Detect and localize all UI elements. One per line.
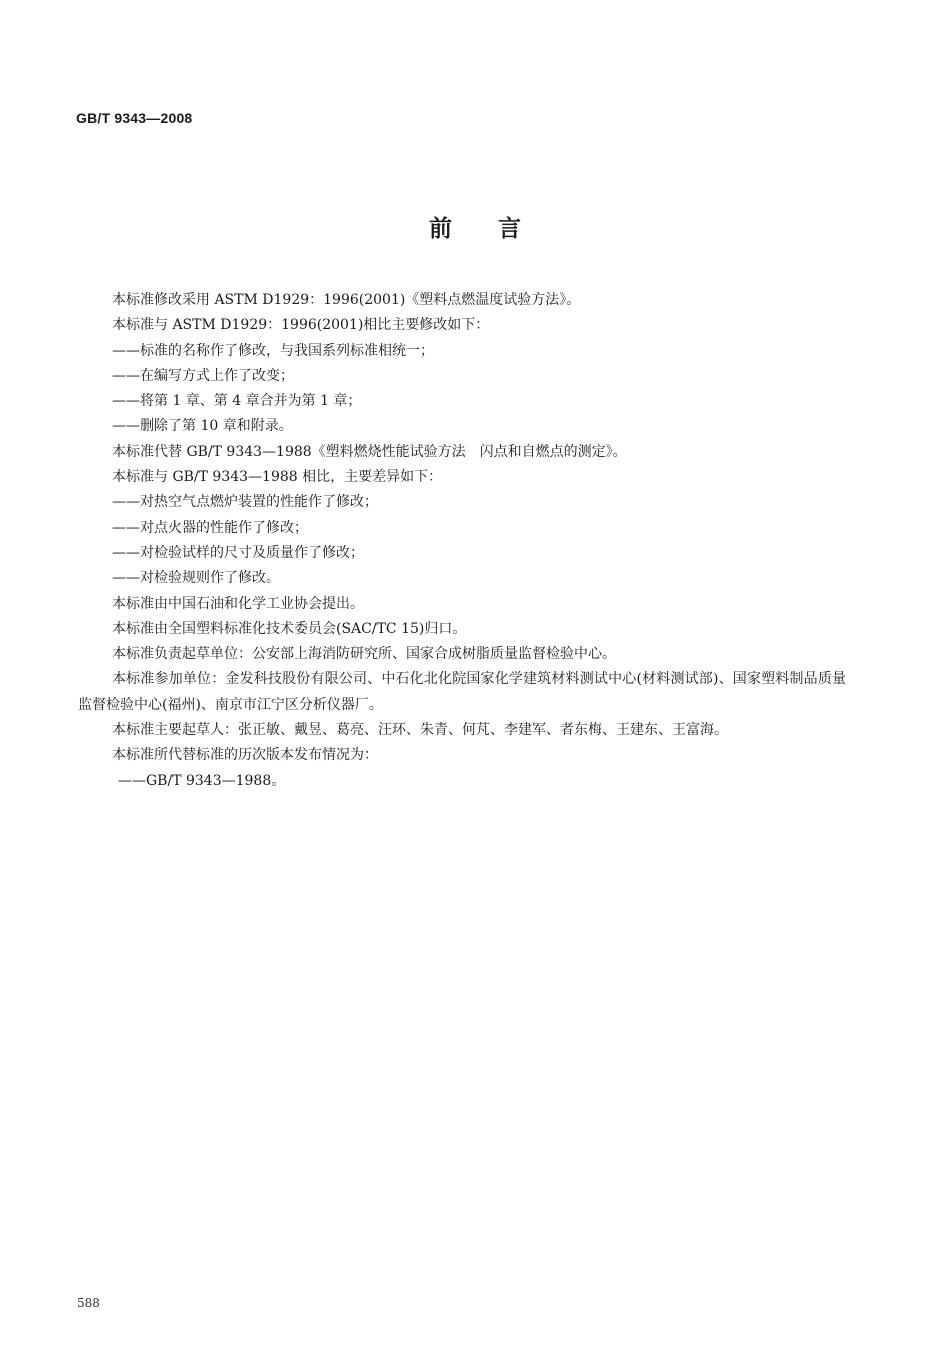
paragraph: 本标准修改采用 ASTM D1929：1996(2001)《塑料点燃温度试验方法》。 xyxy=(112,292,581,308)
list-item: ——标准的名称作了修改，与我国系列标准相统一； xyxy=(112,342,434,359)
page-title: 前言 xyxy=(429,216,567,242)
paragraph: 本标准负责起草单位：公安部上海消防研究所、国家合成树脂质量监督检验中心。 xyxy=(112,646,616,663)
paragraph: 本标准由中国石油和化学工业协会提出。 xyxy=(112,595,364,612)
paragraph: 本标准与 GB/T 9343—1988 相比，主要差异如下： xyxy=(112,469,443,486)
list-item: ——将第 1 章、第 4 章合并为第 1 章； xyxy=(112,393,362,410)
paragraph: 本标准与 ASTM D1929：1996(2001)相比主要修改如下： xyxy=(112,317,490,334)
list-item: ——删除了第 10 章和附录。 xyxy=(112,418,293,435)
paragraph: 本标准参加单位：金发科技股份有限公司、中石化北化院国家化学建筑材料测试中心(材料测试部)、国家塑料制品质量监督检验中心(福州)、南京市江宁区分析仪器厂。 xyxy=(78,671,846,713)
page-number: 588 xyxy=(77,1296,100,1310)
paragraph: 本标准所代替标准的历次版本发布情况为： xyxy=(112,747,378,764)
list-item: ——对点火器的性能作了修改； xyxy=(112,519,308,536)
paragraph: 本标准由全国塑料标准化技术委员会(SAC/TC 15)归口。 xyxy=(112,620,467,637)
paragraph: 本标准代替 GB/T 9343—1988《塑料燃烧性能试验方法 闪点和自燃点的测定》。 xyxy=(112,443,627,460)
list-item: ——GB/T 9343—1988。 xyxy=(118,772,286,789)
list-item: ——对检验规则作了修改。 xyxy=(112,570,280,587)
document-body xyxy=(78,288,846,794)
list-item: ——对热空气点燃炉装置的性能作了修改； xyxy=(112,494,378,511)
list-item: ——对检验试样的尺寸及质量作了修改； xyxy=(112,544,364,561)
paragraph: 本标准主要起草人：张正敏、戴昱、葛亮、汪环、朱青、何芃、李建军、者东梅、王建东、王富海。 xyxy=(112,722,728,739)
standard-code: GB/T 9343—2008 xyxy=(76,110,193,126)
list-item: ——在编写方式上作了改变； xyxy=(112,367,294,384)
